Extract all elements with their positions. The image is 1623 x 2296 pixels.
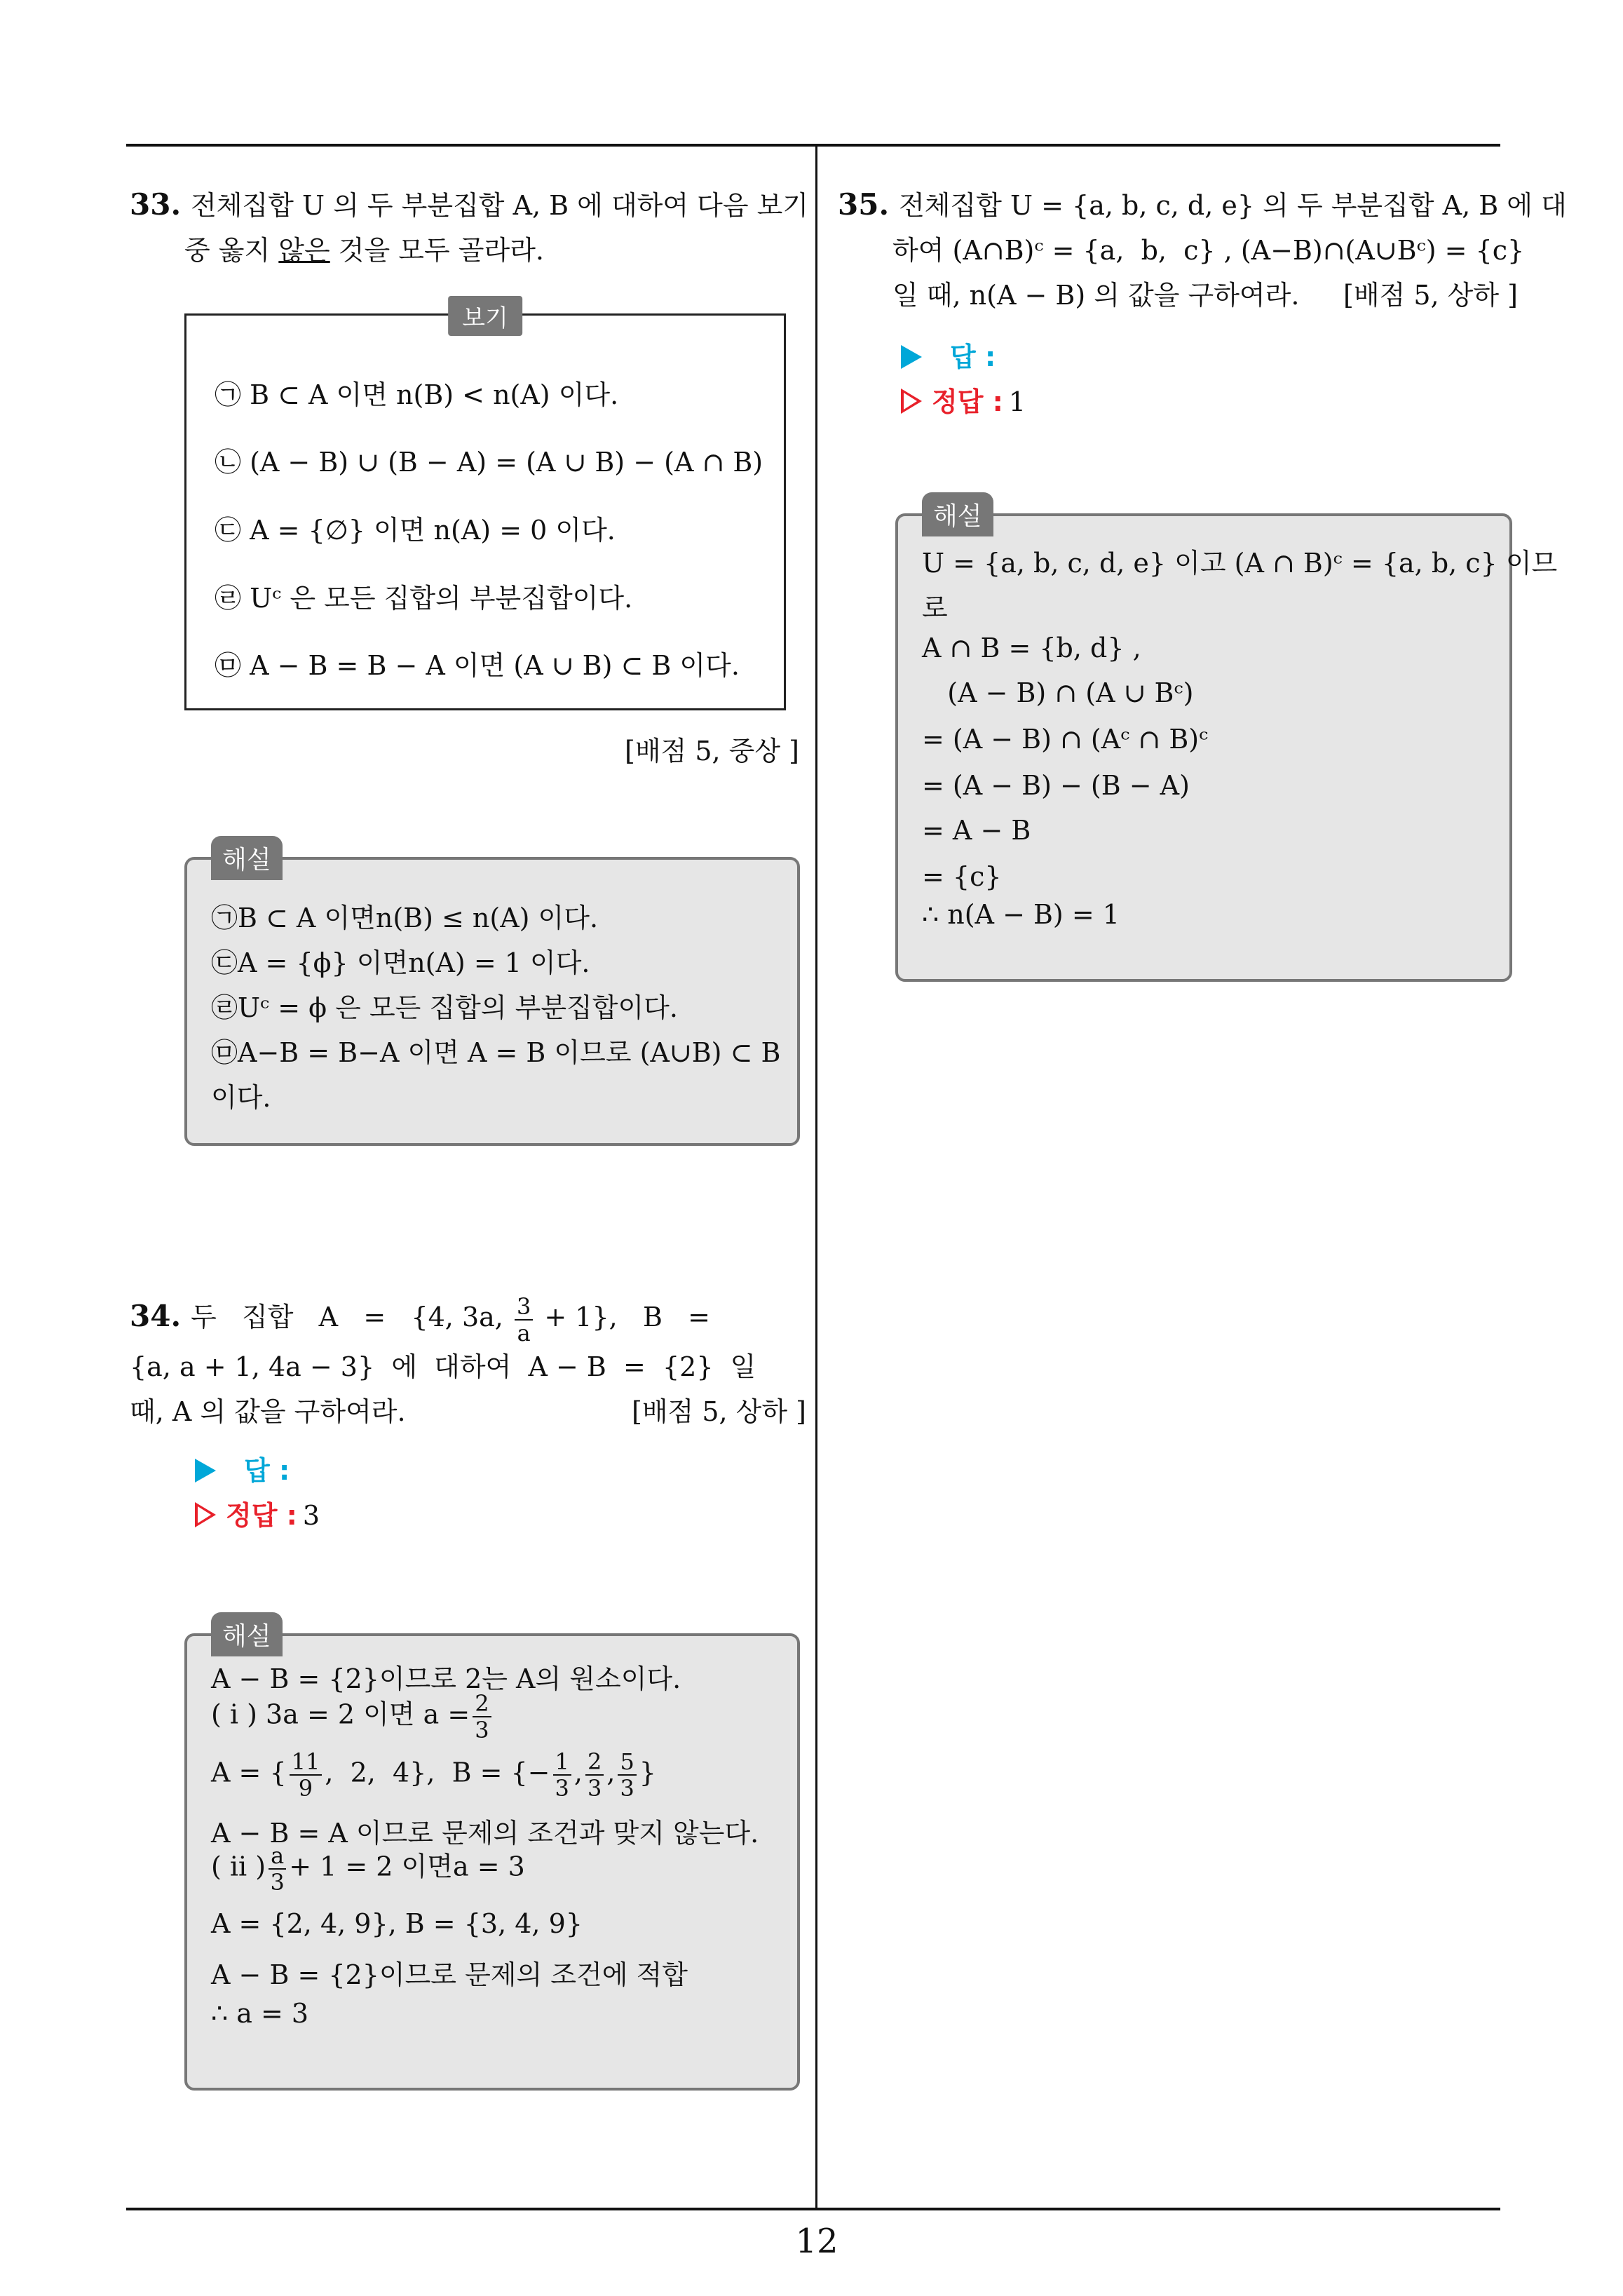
q33-number: 33. <box>130 187 182 222</box>
frac-den: 3 <box>475 1717 489 1743</box>
frac-num: 11 <box>290 1750 322 1776</box>
question-35 <box>838 182 1567 318</box>
q34-frac-num: 3 <box>515 1295 533 1321</box>
q35-correct-label: 정답 : <box>932 386 1003 417</box>
q34-line3 <box>130 1389 806 1434</box>
column-divider <box>815 144 817 2209</box>
sol-3-a: A = { <box>211 1757 287 1788</box>
q35-sol-line-4: (A − B) ∩ (A ∪ Bᶜ) <box>922 677 1194 708</box>
frac-num: 2 <box>585 1750 604 1776</box>
frac-11-9 <box>290 1748 322 1802</box>
q33-solution-box <box>184 846 800 1146</box>
q33-bogi-box <box>184 304 786 710</box>
q33-sol-line-2: ㉢A = {ϕ} 이면n(A) = 1 이다. <box>211 947 590 978</box>
q35-correct-line <box>901 380 1026 419</box>
q35-sol-line-5: = (A − B) ∩ (Aᶜ ∩ B)ᶜ <box>922 724 1209 755</box>
q33-sol-line-3: ㉣Uᶜ = ϕ 은 모든 집합의 부분집합이다. <box>211 992 678 1023</box>
q34-sol-line-6: A = {2, 4, 9}, B = {3, 4, 9} <box>211 1908 583 1939</box>
q35-solution-box <box>895 502 1558 982</box>
q35-score: [배점 5, 상하 ] <box>1343 280 1518 311</box>
q34-sol-line-5 <box>211 1842 525 1896</box>
frac-num: 1 <box>553 1750 571 1776</box>
q35-correct-value: 1 <box>1008 386 1026 417</box>
q34-sol-line-7: A − B = {2}이므로 문제의 조건에 적합 <box>211 1959 688 1990</box>
bottom-rule <box>126 2208 1500 2210</box>
q34-score: [배점 5, 상하 ] <box>632 1396 806 1427</box>
q34-sol-frac-a <box>473 1692 491 1741</box>
question-34 <box>130 1292 806 1434</box>
bogi-item-2: ㉡ (A − B) ∪ (B − A) = (A ∪ B) − (A ∩ B) <box>215 447 763 478</box>
q33-solution-tag: 해설 <box>211 836 283 880</box>
q34-number: 34. <box>130 1299 182 1333</box>
frac-2-3 <box>585 1748 604 1802</box>
q33-underlined-word: 않은 <box>278 235 330 266</box>
bogi-item-4: ㉣ Uᶜ 은 모든 집합의 부분집합이다. <box>215 583 633 614</box>
sol-3-e: } <box>639 1757 656 1788</box>
q34-fraction <box>515 1292 533 1346</box>
frac-num: 5 <box>618 1750 636 1776</box>
q34-sol-line-8: ∴ a = 3 <box>211 1998 309 2029</box>
filled-triangle-icon <box>195 1459 216 1483</box>
frac-num: a <box>269 1844 286 1870</box>
q34-correct-label: 정답 : <box>226 1500 297 1531</box>
q35-line3 <box>838 273 1518 318</box>
q34-solution-box <box>184 1622 800 2091</box>
q34-sol-line-4: A − B = A 이므로 문제의 조건과 맞지 않는다. <box>211 1818 759 1849</box>
q35-sol-line-7: = A − B <box>922 815 1031 846</box>
q35-sol-line-8: = {c} <box>922 861 1002 892</box>
frac-5-3 <box>618 1748 636 1802</box>
page-number: 12 <box>795 2222 838 2261</box>
sol-3-d: , <box>606 1757 616 1788</box>
q34-sol-2-text: ( i ) 3a = 2 이면 a = <box>211 1699 470 1730</box>
q33-score: [배점 5, 중상 ] <box>625 736 799 767</box>
q35-sol-line-6: = (A − B) − (B − A) <box>922 770 1190 801</box>
frac-den: 3 <box>270 1869 285 1896</box>
bogi-item-3: ㉢ A = {∅} 이면 n(A) = 0 이다. <box>215 515 616 546</box>
frac-den: 9 <box>298 1775 313 1802</box>
frac-1-3 <box>553 1748 571 1802</box>
top-rule <box>126 144 1500 147</box>
bogi-item-5: ㉤ A − B = B − A 이면 (A ∪ B) ⊂ B 이다. <box>215 650 740 681</box>
q34-frac-den: a <box>517 1319 531 1346</box>
q34-answer-line <box>195 1449 290 1487</box>
q35-answer-line <box>901 335 996 374</box>
q35-sol-line-1: U = {a, b, c, d, e} 이고 (A ∩ B)ᶜ = {a, b, c} 이므 <box>922 548 1558 579</box>
q34-sol-line-1: A − B = {2}이므로 2는 A의 원소이다. <box>211 1663 681 1694</box>
q35-line1 <box>838 182 1567 228</box>
q34-correct-value: 3 <box>302 1500 320 1531</box>
bogi-title: 보기 <box>448 296 522 336</box>
q34-sol-line-2 <box>211 1692 494 1741</box>
sol-5-a: ( ii ) <box>211 1851 266 1882</box>
q35-sol-line-9: ∴ n(A − B) = 1 <box>922 899 1120 930</box>
frac-a-3 <box>269 1842 286 1896</box>
frac-den: 3 <box>555 1775 569 1802</box>
q35-sol-line-3: A ∩ B = {b, d} , <box>922 633 1141 663</box>
filled-triangle-icon <box>901 345 922 369</box>
q34-sol-line-3 <box>211 1748 656 1802</box>
q34-line1 <box>130 1294 799 1344</box>
q33-text-1: 전체집합 U 의 두 부분집합 A, B 에 대하여 다음 보기 <box>191 190 809 221</box>
q34-solution-tag: 해설 <box>211 1612 283 1656</box>
q34-text-1a: 두 집합 A = {4, 3a, <box>191 1302 512 1332</box>
question-33 <box>130 182 809 273</box>
q35-solution-tag: 해설 <box>922 492 993 536</box>
outline-triangle-icon <box>195 1502 216 1527</box>
sol-3-b: , 2, 4}, B = {− <box>325 1757 550 1788</box>
q35-number: 35. <box>838 187 890 222</box>
sol-5-b: + 1 = 2 이면a = 3 <box>289 1851 525 1882</box>
q33-line2 <box>130 228 799 273</box>
q35-line2: 하여 (A∩B)ᶜ = {a, b, c} , (A−B)∩(A∪Bᶜ) = {c} <box>892 235 1525 266</box>
sol-3-c: , <box>573 1757 583 1788</box>
q35-answer-label: 답 : <box>950 342 996 372</box>
q35-text-1: 전체집합 U = {a, b, c, d, e} 의 두 부분집합 A, B 에 대 <box>899 190 1567 221</box>
q34-text-1b: + 1}, B = <box>536 1302 710 1332</box>
q34-line2: {a, a + 1, 4a − 3} 에 대하여 A − B = {2} 일 <box>130 1351 756 1382</box>
q34-correct-line <box>195 1494 320 1532</box>
q33-sol-line-4: ㉤A−B = B−A 이면 A = B 이므로 (A∪B) ⊂ B <box>211 1037 781 1068</box>
q35-text-3: 일 때, n(A − B) 의 값을 구하여라. <box>892 280 1300 311</box>
frac-den: 3 <box>587 1775 602 1802</box>
q33-text-2a: 중 옳지 <box>184 235 279 266</box>
outline-triangle-icon <box>901 389 922 414</box>
frac-num: 2 <box>473 1692 491 1717</box>
q33-line1 <box>130 182 809 228</box>
q35-sol-line-2: 로 <box>922 593 948 623</box>
q34-text-3: 때, A 의 값을 구하여라. <box>130 1396 406 1427</box>
q33-sol-line-1: ㉠B ⊂ A 이면n(B) ≤ n(A) 이다. <box>211 903 599 933</box>
frac-den: 3 <box>620 1775 634 1802</box>
q34-answer-label: 답 : <box>244 1455 290 1486</box>
bogi-item-1: ㉠ B ⊂ A 이면 n(B) < n(A) 이다. <box>215 379 619 410</box>
q33-text-2b: 것을 모두 골라라. <box>330 235 544 266</box>
q33-sol-line-5: 이다. <box>211 1082 271 1113</box>
